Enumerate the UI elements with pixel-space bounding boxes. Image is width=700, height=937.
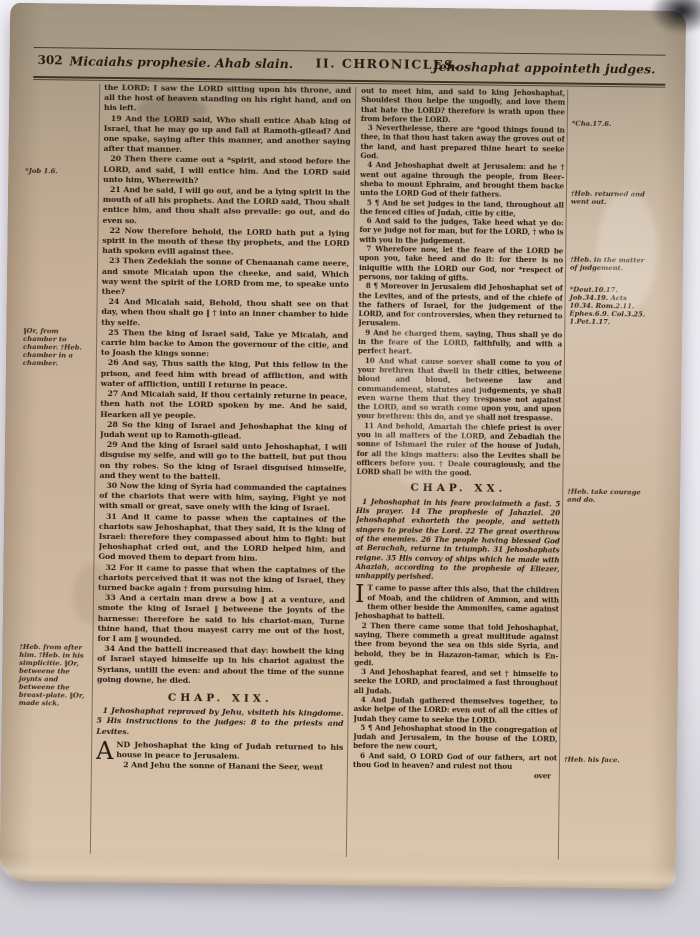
- margin-note: *Job 1.6.: [25, 166, 58, 176]
- chapter-heading: CHAP. XX.: [410, 482, 507, 496]
- chapter-argument: 1 Jehoshaphat in his feare proclaimeth a fast. 5 His prayer. 14 The prophesie of Jahaziel. 20 Jehoshaphat exhorteth the people, and setteth singers to praise the Lord. 22 The great overthrow of the enemies. 26 The people having blessed God at Berachah, returne in triumph. 31 Jehoshaphats reigne. 35 His convoy of ships which he made with Ahaziah, according to the prophesie of Eliezer, unhappily perished.: [355, 496, 561, 582]
- verse-paragraph: 6 And said to the judges, Take heed what ye do: for ye judge not for man, but for the LORD, † who is with you in the judgement.: [359, 216, 564, 246]
- verse-paragraph: 29 And the king of Israel said unto Jehoshaphat, I will disguise my selfe, and will go to the battell, but put thou on thy robes. So the king of Israel disguised himselfe, and they went to the battell.: [99, 440, 347, 482]
- margin-note: †Heb. returned and went out.: [570, 189, 645, 207]
- verse-paragraph: 4 And Judah gathered themselves together, to aske helpe of the LORD: even out of all the cities of Judah they came to seeke the LORD.: [353, 695, 558, 725]
- verse-paragraph: 8 ¶ Moreover in Jerusalem did Jehoshaphat set of the Levites, and of the priests, and of the chiefe of the fathers of Israel, for the judgement of the LORD, and for controversies, when they returned to Jerusalem.: [358, 281, 563, 328]
- verse-paragraph: 4 And Jehoshaphat dwelt at Jerusalem: and he † went out againe through the people, from Beer-sheba to mount Ephraim, and brought them backe unto the LORD God of their fathers.: [359, 160, 565, 199]
- margin-note: †Heb. in the matter of judgement.: [569, 255, 645, 273]
- verse-paragraph: 30 Now the king of Syria had commanded the captaines of the chariots that were with him, saying, Fight ye not with small or great, save onely with the king of Israel.: [99, 480, 347, 513]
- book-title: II. CHRONICLES.: [315, 55, 461, 73]
- margin-note: *Deut.10.17. Job.34.19. Acts 10.34. Rom.2.11. Ephes.6.9. Col.3.25. 1.Pet.1.17.: [569, 285, 646, 327]
- verse-paragraph: 2 Then there came some that told Jehoshaphat, saying, There commeth a great multitude against thee from beyond the sea on this side Syria, and behold, they be in Hazazon-tamar, which is En-gedi.: [354, 620, 559, 668]
- drop-cap: I: [354, 580, 365, 609]
- chapter-argument: 1 Jehoshaphat reproved by Jehu, visiteth his kingdome. 5 His instructions to the judges: 8 to the priests and Levites.: [96, 706, 344, 736]
- running-title-right: Jehoshaphat appointeth judges.: [432, 58, 656, 77]
- verse-paragraph: 19 And the LORD said, Who shall entice Ahab king of Israel, that he may go up and fall at Ramoth-gilead? And one spake, saying after this manner, and another saying after that manner.: [103, 113, 351, 155]
- verse-paragraph: 5 ¶ And he set judges in the land, throughout all the fenced cities of Judah, citie by citie,: [359, 197, 564, 218]
- catchword: over: [533, 771, 551, 781]
- margin-note: †Heb. from after him. †Heb. in his simplicitie. ‖Or, betweene the joynts and betweene the breast-plate. ‖Or, made sick.: [18, 642, 85, 708]
- verse-paragraph: out to meet him, and said to king Jehoshaphat, Shouldest thou helpe the ungodly, and love them that hate the LORD? therefore is wrath upon thee from before the LORD.: [360, 86, 566, 124]
- running-title-left: Micaiahs prophesie. Ahab slain.: [69, 53, 294, 72]
- verse-paragraph: AND Jehoshaphat the king of Judah returned to his house in peace to Jerusalem.: [95, 736, 344, 765]
- verse-paragraph: 25 Then the king of Israel said, Take ye Micaiah, and carrie him backe to Amon the governour of the citie, and to Joash the kings sonne:: [100, 327, 349, 359]
- verse-paragraph: the LORD; I saw the LORD sitting upon his throne, and all the host of heaven standing on his right hand, and on his left.: [103, 82, 352, 113]
- verse-paragraph: 24 And Micaiah said, Behold, thou shalt see on that day, when thou shalt go ‖ † into an inner chamber to hide thy selfe.: [101, 297, 349, 327]
- verse-paragraph: 27 And Micaiah said, If thou certainly returne in peace, then hath not the LORD spoken by me. And he said, Hearken all ye people.: [100, 389, 348, 420]
- verse-paragraph: 22 Now therefore behold, the LORD hath put a lying spirit in the mouth of these thy prophets, and the LORD hath spoken evill against thee.: [102, 225, 350, 257]
- left-margin-notes: [17, 83, 96, 854]
- verse-paragraph: 21 And he said, I will go out, and be a lying spirit in the mouth of all his prophets. And the LORD said, Thou shalt entice him, and thou shalt also prevaile: go out, and do even so.: [102, 184, 351, 225]
- page-edge-shadow: [0, 857, 676, 891]
- verse-paragraph: 28 So the king of Israel and Jehoshaphat the king of Judah went up to Ramoth-gilead.: [99, 419, 348, 441]
- verse-paragraph: 31 And it came to passe when the captaines of the chariots saw Jehoshaphat, that they said, It is the king of Israel: therefore they compassed about him to fight: but Jehoshaphat cried out, and the LORD helped him, and God moved them to depart from him.: [98, 511, 347, 564]
- verse-paragraph: 2 And Jehu the sonne of Hanani the Seer, went: [123, 760, 324, 772]
- page-content: [0, 3, 686, 889]
- verse-paragraph: 5 ¶ And Jehoshaphat stood in the congregation of Judah and Jerusalem, in the house of the LORD, before the new court,: [353, 722, 558, 752]
- text-column-right: [352, 86, 565, 860]
- chapter-heading: CHAP. XIX.: [167, 691, 273, 705]
- verse-paragraph: 32 For it came to passe that when the captaines of the chariots perceived that it was not the king of Israel, they turned backe again † from pursuing him.: [98, 562, 346, 594]
- verse-paragraph: I T came to passe after this also, that the children of Moab, and the children of Ammon, and with them other beside the Ammonites, came against Jehoshaphat to battell.: [354, 580, 560, 622]
- drop-cap: A: [95, 736, 114, 765]
- text-column-left: [95, 83, 351, 858]
- verse-paragraph: 26 And say, Thus saith the king, Put this fellow in the prison, and feed him with bread of affliction, and with water of affliction, untill I returne in peace.: [100, 358, 348, 391]
- page-number: 302: [37, 53, 63, 68]
- verse-paragraph: 10 And what cause soever shall come to you of your brethren that dwell in their cities, betweene bloud and bloud, betweene law and commandement, statutes and judgements, ye shall even warne them that they trespasse not against the LORD, and so wrath come upon you, and upon your brethren: this do, and ye shall not trespasse.: [357, 355, 562, 423]
- margin-note: ‖Or, from chamber to chamber. †Heb. chamber in a chamber.: [22, 326, 82, 368]
- fade-patch: [597, 190, 658, 311]
- verse-paragraph: 6 And said, O LORD God of our fathers, art not thou God in heaven? and rulest not thou: [352, 750, 558, 771]
- margin-note: *Cha.17.6.: [571, 119, 612, 129]
- verse-paragraph: 34 And the battell increased that day: howbeit the king of Israel stayed himselfe up in his chariot against the Syrians, untill the even: and about the time of the sunne going downe, he died.: [96, 644, 345, 685]
- margin-note: †Heb. take courage and do.: [567, 487, 641, 504]
- verse-paragraph: 3 And Jehoshaphat feared, and set † himselfe to seeke the LORD, and proclaimed a fast throughout all Judah.: [353, 667, 559, 696]
- verse-paragraph: 20 Then there came out a *spirit, and stood before the LORD, and said, I will entice him. And the LORD said unto him, Wherewith?: [103, 154, 351, 185]
- book-page: [0, 3, 686, 889]
- verse-paragraph: 23 Then Zedekiah the sonne of Chenaanah came neere, and smote Micaiah upon the cheeke, and said, Which way went the spirit of the LORD from me, to speake unto thee?: [101, 256, 350, 297]
- verse-paragraph: 9 And he charged them, saying, Thus shall ye do in the feare of the LORD, faithfully, and with a perfect heart.: [357, 327, 563, 356]
- verse-paragraph: 3 Neverthelesse, there are *good things found in thee, in that thou hast taken away the groves out of the land, and hast prepared thine heart to seeke God.: [360, 123, 565, 161]
- margin-note: †Heb. his face.: [563, 755, 620, 765]
- verse-paragraph: 7 Wherefore now, let the feare of the LORD be upon you, take heed and do it: for there is no iniquitie with the LORD our God, nor *respect of persons, nor taking of gifts.: [358, 244, 564, 283]
- corner-ink-smudge: [650, 0, 700, 34]
- verse-paragraph: 11 And behold, Amariah the chiefe priest is over you in all matters of the LORD, and Zebadiah the sonne of Ishmael the ruler of the house of Judah, for all the kings matters: also the Levites shall be officers before you. † Deale couragiously, and the LORD shall be with the good.: [356, 420, 562, 478]
- verse-paragraph: 33 And a certain man drew a bow ‖ at a venture, and smote the king of Israel ‖ betweene the joynts of the harnesse: therefore he said to his chariot-man, Turne thine hand, that thou mayest carry me out of the host, for I am ‖ wounded.: [97, 593, 346, 644]
